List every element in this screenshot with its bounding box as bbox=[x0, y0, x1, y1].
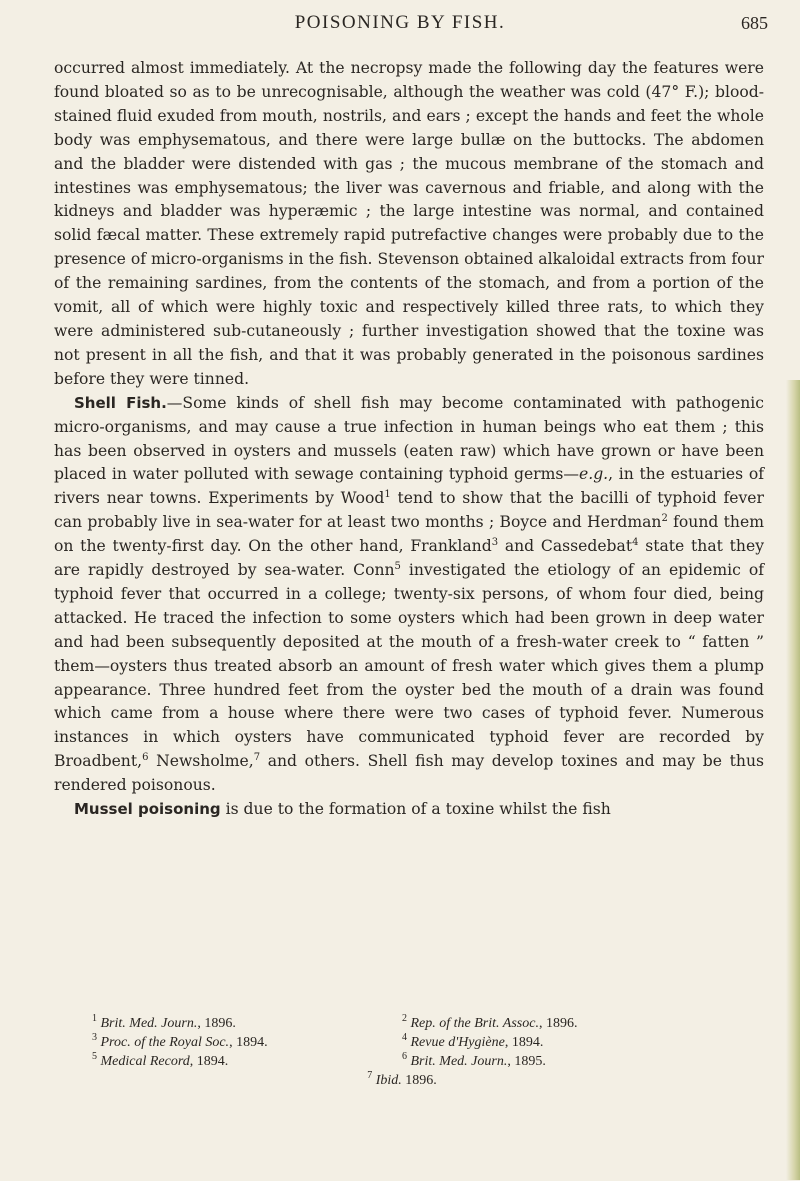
text-run: investigated the etiology of an epidemic of typhoid fever that occurred in a college; twenty-six persons, of whom four died, being attacked. He traced the infection to some oysters which had been grown in deep water and had been subsequently deposited at the mouth of a fresh-water creek to “ fatten ” them—oysters thus treated absorb an amount of fresh water which gives them a plump appearance. Three hundred feet from the oyster bed the mouth of a drain was found which came from a house where there were two cases of typhoid fever. Numerous instances in which oysters have communicated typhoid fever are recorded by Broadbent, bbox=[54, 561, 764, 771]
section-heading-mussel: Mussel poisoning bbox=[74, 800, 221, 819]
footnote-year: , 1894. bbox=[229, 1035, 268, 1050]
footnote-source: Brit. Med. Journ. bbox=[410, 1054, 508, 1069]
footnote-2 bbox=[402, 1014, 712, 1033]
footnote-6 bbox=[402, 1052, 712, 1071]
paragraph-shell-fish bbox=[54, 392, 764, 798]
text-run: is due to the formation of a toxine whilst the fish bbox=[220, 800, 611, 819]
footnote-number: 5 bbox=[92, 1051, 97, 1062]
footnote-source: Proc. of the Royal Soc. bbox=[100, 1035, 230, 1050]
text-italic: e.g. bbox=[579, 465, 609, 484]
text-run: —Some kinds of shell fish may become contaminated with pathogenic micro-organisms, and may cause a true infection in human beings who eat them ; this has been observed in oysters and mussels (eaten raw) which have grown or have been placed in water polluted with sewage containing typhoid germs— bbox=[54, 393, 764, 484]
footnote-number: 2 bbox=[402, 1013, 407, 1024]
footnote-ref: 4 bbox=[632, 537, 639, 549]
footnote-number: 3 bbox=[92, 1032, 97, 1043]
text-run: found them on the twenty-first day. On the other hand, Frankland bbox=[54, 513, 764, 556]
footnote-number: 6 bbox=[402, 1051, 407, 1062]
paragraph-mussel bbox=[54, 798, 764, 822]
footnote-year: , 1896. bbox=[538, 1016, 578, 1031]
footnote-number: 7 bbox=[367, 1070, 373, 1081]
footnote-1 bbox=[92, 1014, 402, 1033]
section-heading-shell-fish: Shell Fish. bbox=[74, 393, 167, 412]
footnote-year: , 1894. bbox=[189, 1054, 229, 1069]
footnote-year: , 1895. bbox=[507, 1054, 546, 1069]
footnote-row bbox=[92, 1071, 712, 1090]
page-number: 685 bbox=[741, 13, 768, 33]
footnote-year: , 1894. bbox=[504, 1035, 544, 1050]
footnote-number: 4 bbox=[402, 1032, 407, 1043]
footnote-5 bbox=[92, 1052, 402, 1071]
text-run: , in the estuaries of rivers near towns. Experiments by Wood bbox=[54, 465, 764, 508]
paragraph-text: occurred almost immediately. At the necropsy made the following day the features were found bloated so as to be unrecognisable, although the weather was cold (47° F.); blood-stained fluid exuded from mouth, nostrils, and ears ; except the hands and feet the whole body was emphysematous, and there were large bullæ on the buttocks. The abdomen and the bladder were distended with gas ; the mucous membrane of the stomach and intestines was emphysematous; the liver was cavernous and friable, and along with the kidneys and bladder was hyperæmic ; the large intestine was normal, and contained solid fæcal matter. These extremely rapid putrefactive changes were probably due to the presence of micro-organisms in the fish. Stevenson obtained alkaloidal extracts from four of the remaining sardines, from the contents of the stomach, and from a portion of the vomit, all of which were highly toxic and respectively killed three rats, to which they were administered sub-cutaneously ; further investigation showed that the toxine was not present in all the fish, and that it was probably generated in the poisonous sardines before they were tinned. bbox=[54, 59, 764, 388]
body-text bbox=[54, 57, 764, 822]
footnote-ref: 7 bbox=[253, 752, 261, 764]
footnote-ref: 2 bbox=[661, 513, 668, 525]
footnotes bbox=[92, 1014, 712, 1090]
text-run: tend to show that the bacilli of typhoid fever can probably live in sea-water for at least two months ; Boyce and Herdman bbox=[54, 489, 764, 532]
page-title: POISONING BY FISH. bbox=[294, 12, 506, 33]
footnote-number: 1 bbox=[92, 1013, 97, 1024]
footnote-year: , 1896. bbox=[197, 1016, 236, 1031]
text-run: state that they are rapidly destroyed by sea-water. Conn bbox=[54, 537, 764, 580]
text-run: Newsholme, bbox=[148, 752, 254, 771]
paragraph-putrefaction bbox=[54, 57, 764, 392]
footnote-source: Ibid. bbox=[375, 1073, 402, 1088]
footnote-ref: 5 bbox=[394, 561, 401, 573]
running-head bbox=[0, 10, 800, 38]
footnote-7 bbox=[367, 1071, 437, 1090]
text-run: and others. Shell fish may develop toxines and may be thus rendered poisonous. bbox=[54, 752, 764, 795]
page-edge-stain bbox=[786, 380, 800, 1180]
footnote-ref: 3 bbox=[491, 537, 499, 549]
footnote-source: Rep. of the Brit. Assoc. bbox=[410, 1016, 539, 1031]
footnote-year: 1896. bbox=[401, 1073, 437, 1088]
footnote-source: Revue d'Hygiène bbox=[410, 1035, 505, 1050]
footnote-row bbox=[92, 1014, 712, 1033]
footnote-4 bbox=[402, 1033, 712, 1052]
footnote-3 bbox=[92, 1033, 402, 1052]
footnote-source: Brit. Med. Journ. bbox=[100, 1016, 198, 1031]
footnote-row bbox=[92, 1033, 712, 1052]
text-run: and Cassedebat bbox=[498, 537, 633, 556]
footnote-row bbox=[92, 1052, 712, 1071]
footnote-ref: 1 bbox=[384, 489, 391, 501]
footnote-ref: 6 bbox=[142, 752, 149, 764]
footnote-source: Medical Record bbox=[100, 1054, 190, 1069]
